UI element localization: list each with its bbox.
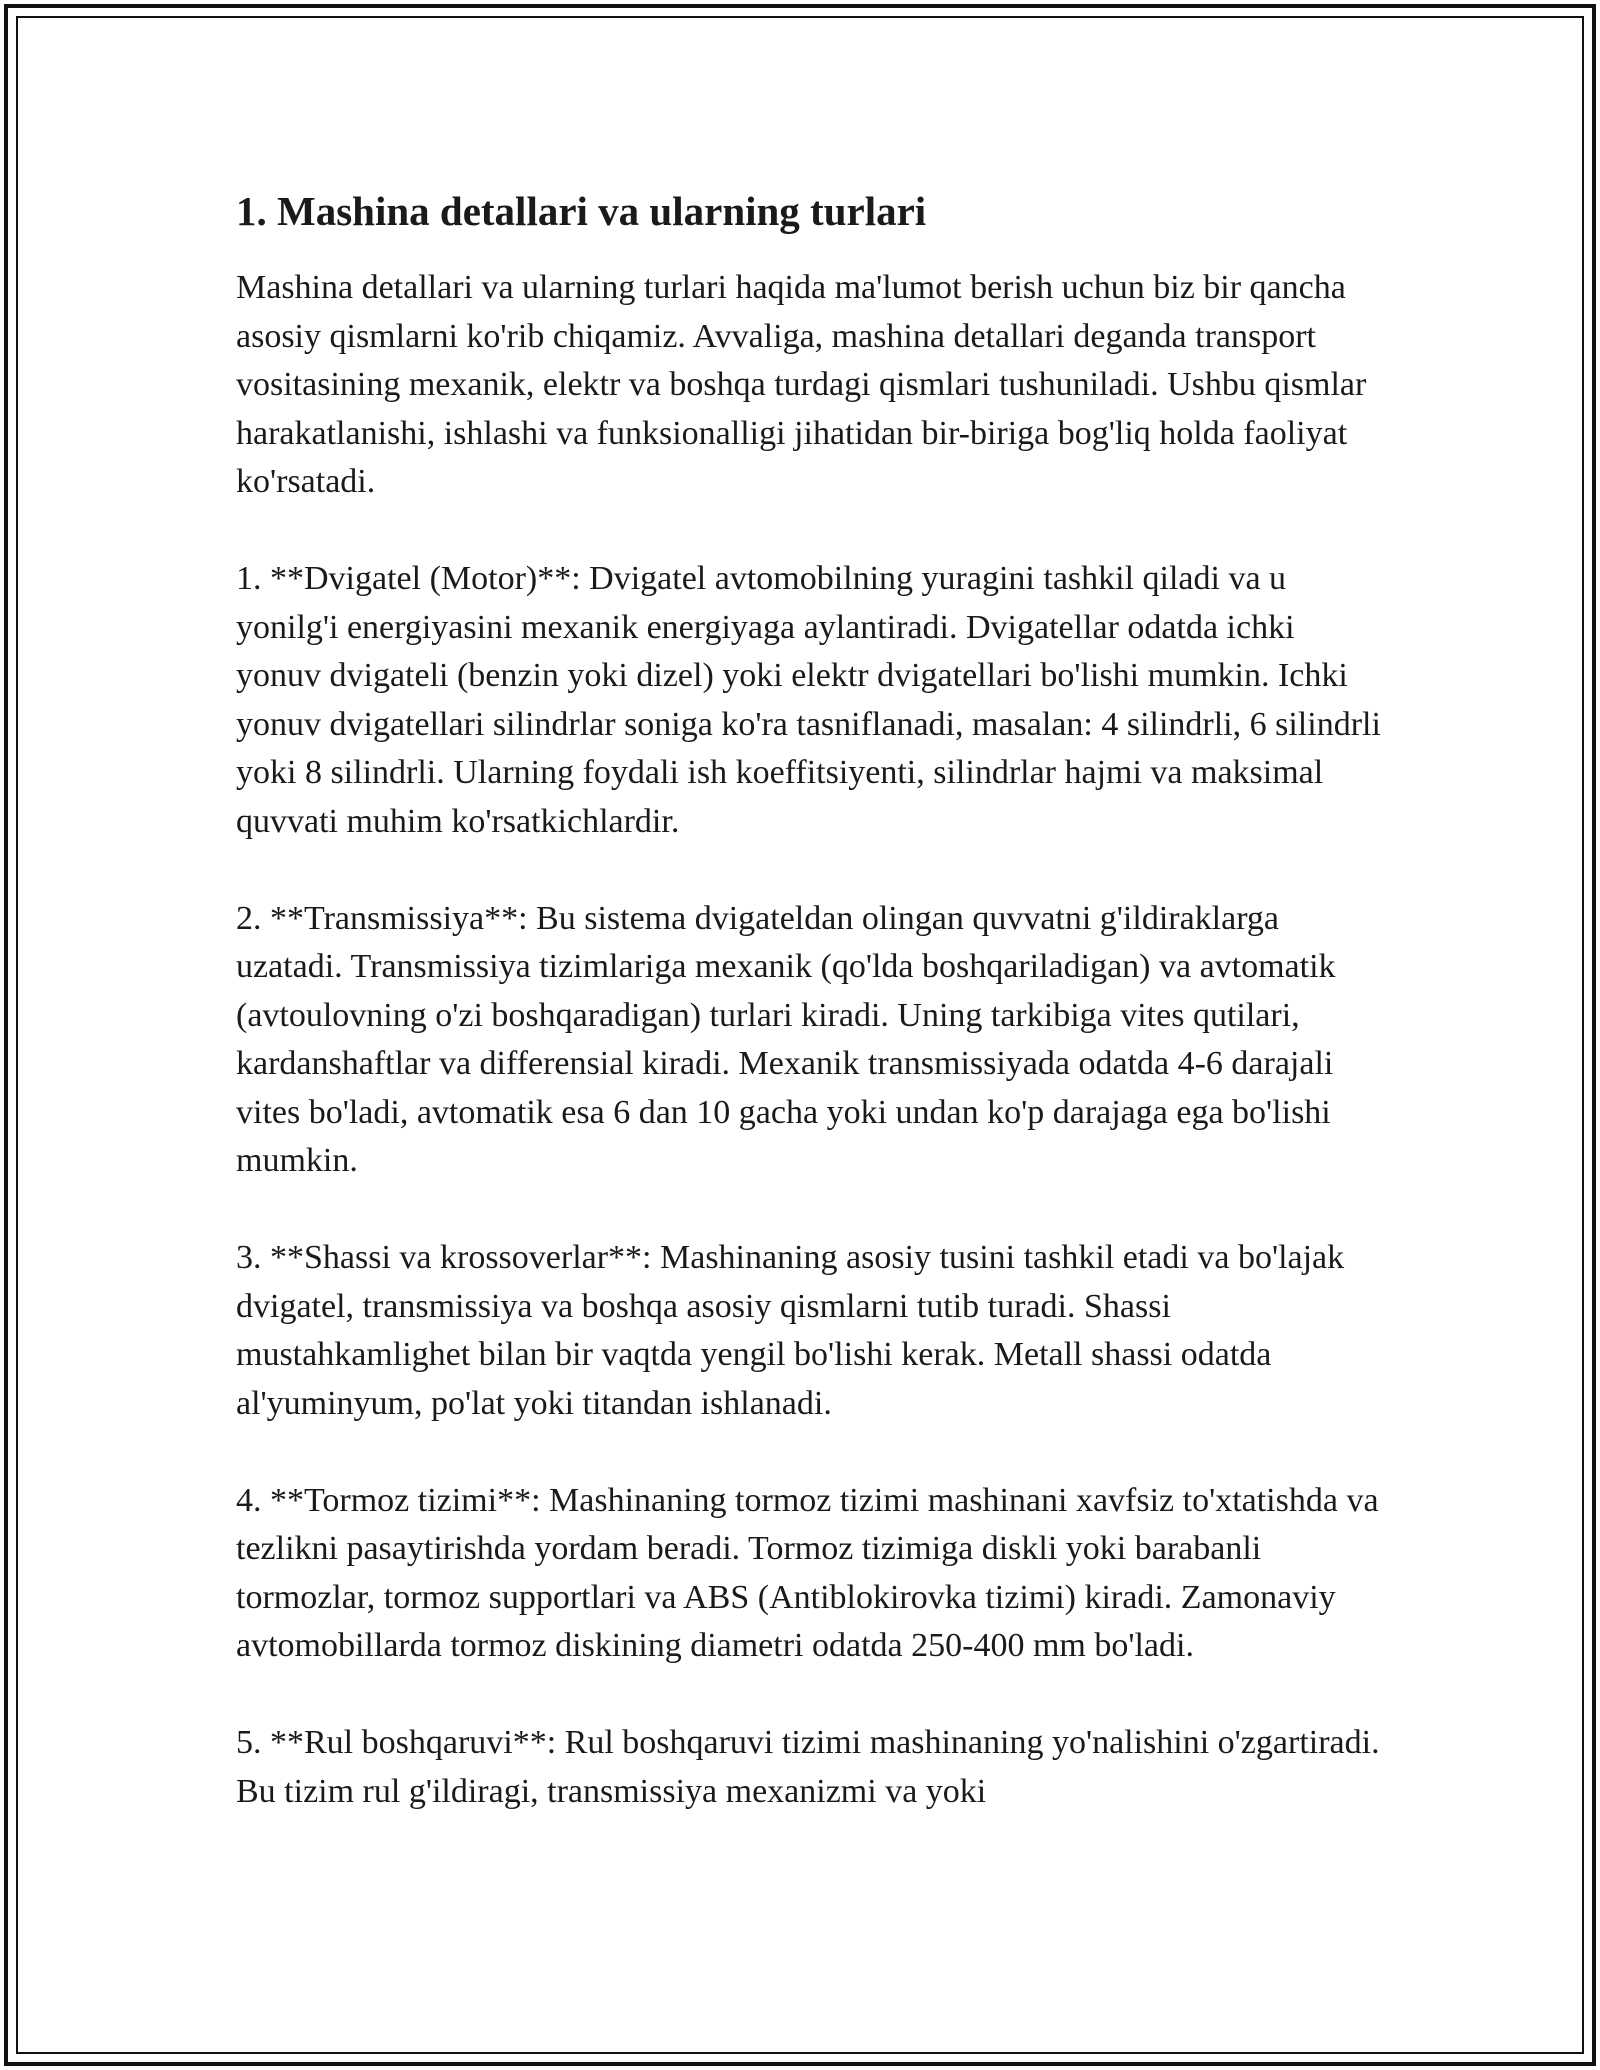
paragraph-transmission: 2. **Transmissiya**: Bu sistema dvigateldan olingan quvvatni g'ildiraklarga uzatadi. Transmissiya tizimlariga mexanik (qo'lda boshqariladigan) va avtomatik (avtoulovning o'zi boshqaradigan) turlari kiradi. Uning tarkibiga vites qutilari, kardanshaftlar va differensial kiradi. Mexanik transmissiyada odatda 4-6 darajali vites bo'ladi, avtomatik esa 6 dan 10 gacha yoki undan ko'p darajaga ega bo'lishi mumkin. xyxy=(236,899,1336,1179)
intro-paragraph: Mashina detallari va ularning turlari haqida ma'lumot berish uchun biz bir qancha asosiy qismlarni ko'rib chiqamiz. Avvaliga, mashina detallari deganda transport vositasining mexanik, elektr va boshqa turdagi qismlari tushuniladi. Ushbu qismlar harakatlanishi, ishlashi va funksionalligi jihatidan bir-biriga bog'liq holda faoliyat ko'rsatadi. xyxy=(236,269,1367,500)
paragraph-brakes: 4. **Tormoz tizimi**: Mashinaning tormoz tizimi mashinani xavfsiz to'xtatishda va tezlikni pasaytirishda yordam beradi. Tormoz tizimiga diskli yoki barabanli tormozlar, tormoz supportlari va ABS (Antiblokirovka tizimi) kiradi. Zamonaviy avtomobillarda tormoz diskining diametri odatda 250-400 mm bo'ladi. xyxy=(236,1481,1379,1664)
paragraph-engine: 1. **Dvigatel (Motor)**: Dvigatel avtomobilning yuragini tashkil qiladi va u yonilg'i energiyasini mexanik energiyaga aylantiradi. Dvigatellar odatda ichki yonuv dvigateli (benzin yoki dizel) yoki elektr dvigatellari bo'lishi mumkin. Ichki yonuv dvigatellari silindrlar soniga ko'ra tasniflanadi, masalan: 4 silindrli, 6 silindrli yoki 8 silindrli. Ularning foydali ish koeffitsiyenti, silindrlar hajmi va maksimal quvvati muhim ko'rsatkichlardir. xyxy=(236,560,1381,840)
paragraph-chassis: 3. **Shassi va krossoverlar**: Mashinaning asosiy tusini tashkil etadi va bo'lajak dvigatel, transmissiya va boshqa asosiy qismlarni tutib turadi. Shassi mustahkamlighet bilan bir vaqtda yengil bo'lishi kerak. Metall shassi odatda al'yuminyum, po'lat yoki titandan ishlanadi. xyxy=(236,1239,1345,1422)
paragraph-steering: 5. **Rul boshqaruvi**: Rul boshqaruvi tizimi mashinaning yo'nalishini o'zgartiradi. Bu tizim rul g'ildiragi, transmissiya mexanizmi va yoki xyxy=(236,1724,1380,1810)
document-body xyxy=(236,186,1386,1865)
section-title: 1. Mashina detallari va ularning turlari xyxy=(236,188,927,234)
